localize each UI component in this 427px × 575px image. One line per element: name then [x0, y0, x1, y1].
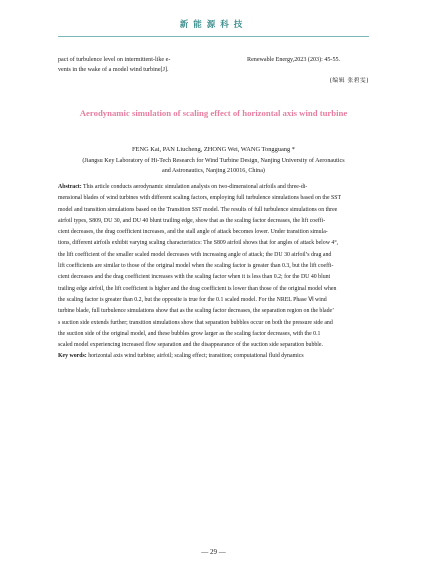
abstract-line: turbine blade, full turbulence simulations show that as the scaling factor decreases, the separation region on the blade’ [58, 308, 335, 315]
affiliation-line: (Jiangsu Key Laboratory of Hi-Tech Research for Wind Turbine Design, Nanjing University of Aeronautics [82, 158, 345, 164]
page-number: — 29 — [201, 548, 226, 556]
abstract-line: cient decreases and the drag coefficient increases with the scaling factor when it is less than 0.2; for the DU 40 blunt [58, 274, 331, 281]
abstract-line: the suction side of the original model, and these bubbles grow larger as the scaling factor decreases, with the 0.1 [58, 330, 321, 337]
article-title: Aerodynamic simulation of scaling effect of horizontal axis wind turbine [79, 108, 348, 118]
abstract-line: cient decreases, the drag coefficient increases, and the stall angle of attack becomes lower. Under transition simula- [58, 229, 328, 236]
affiliation-line: and Astronautics, Nanjing 210016, China) [162, 168, 265, 174]
abstract-line: the lift coefficient of the smaller scaled model decreases with increasing angle of attack; the DU 30 airfoil’s drag and [58, 251, 332, 258]
abstract-text: This article conducts aerodynamic simulation analysis on two-dimensional airfoils and three-di- [81, 184, 308, 190]
keywords-label: Key words: [58, 353, 87, 360]
journal-header: 新能源科技 [179, 20, 248, 30]
abstract-line: tions, different airfoils exhibit varying scaling characteristics: The S809 airfoil shows that for angles of attack below 4°, [58, 240, 339, 247]
reference-line: vents in the wake of a model wind turbine[J]. [58, 67, 169, 73]
abstract-line [58, 182, 371, 193]
affiliation [58, 156, 369, 176]
author-list: FENG Kai, PAN Liucheng, ZHONG Wei, WANG Tongguang * [132, 146, 295, 153]
abstract-line: lift coefficients are similar to those of the original model when the scaling factor is greater than 0.3, but the lift coeffi- [58, 263, 334, 270]
abstract-line: trailing edge airfoil, the lift coefficient is higher and the drag coefficient is lower than those of the original model when [58, 285, 337, 292]
previous-reference-right: Renewable Energy,2023 (203): 45-55. [247, 57, 341, 63]
abstract-block [58, 182, 371, 363]
abstract-line: scaled model experiencing increased flow separation and the disappearance of the suction side separation bubble. [58, 342, 323, 349]
abstract-line: the scaling factor is greater than 0.2, but the opposite is true for the 0.1 scaled model. For the NREL Phase Ⅵ wind [58, 296, 327, 303]
abstract-label: Abstract: [58, 184, 82, 190]
reference-line: pact of turbulence level on intermittent-like e- [58, 57, 171, 63]
keywords-text: horizontal axis wind turbine; airfoil; scaling effect; transition; computational fluid dynamics [86, 353, 304, 360]
editor-note: (编辑 张碧雯) [329, 78, 369, 84]
abstract-line: airfoil types, S809, DU 30, and DU 40 blunt trailing edge, show that as the scaling factor decreases, the lift coeffi- [58, 217, 326, 224]
abstract-line: mensional blades of wind turbines with different scaling factors, employing full turbulence simulations based on the SST [58, 195, 342, 202]
previous-reference-left [58, 55, 228, 75]
header-rule [58, 36, 369, 37]
abstract-line: s suction side extends further; transition simulations show that separation bubbles occur on both the pressure side and [58, 319, 333, 326]
keywords-line [58, 351, 371, 362]
abstract-line: model and transition simulations based on the Transition SST model. The results of full turbulence simulations on three [58, 206, 338, 213]
